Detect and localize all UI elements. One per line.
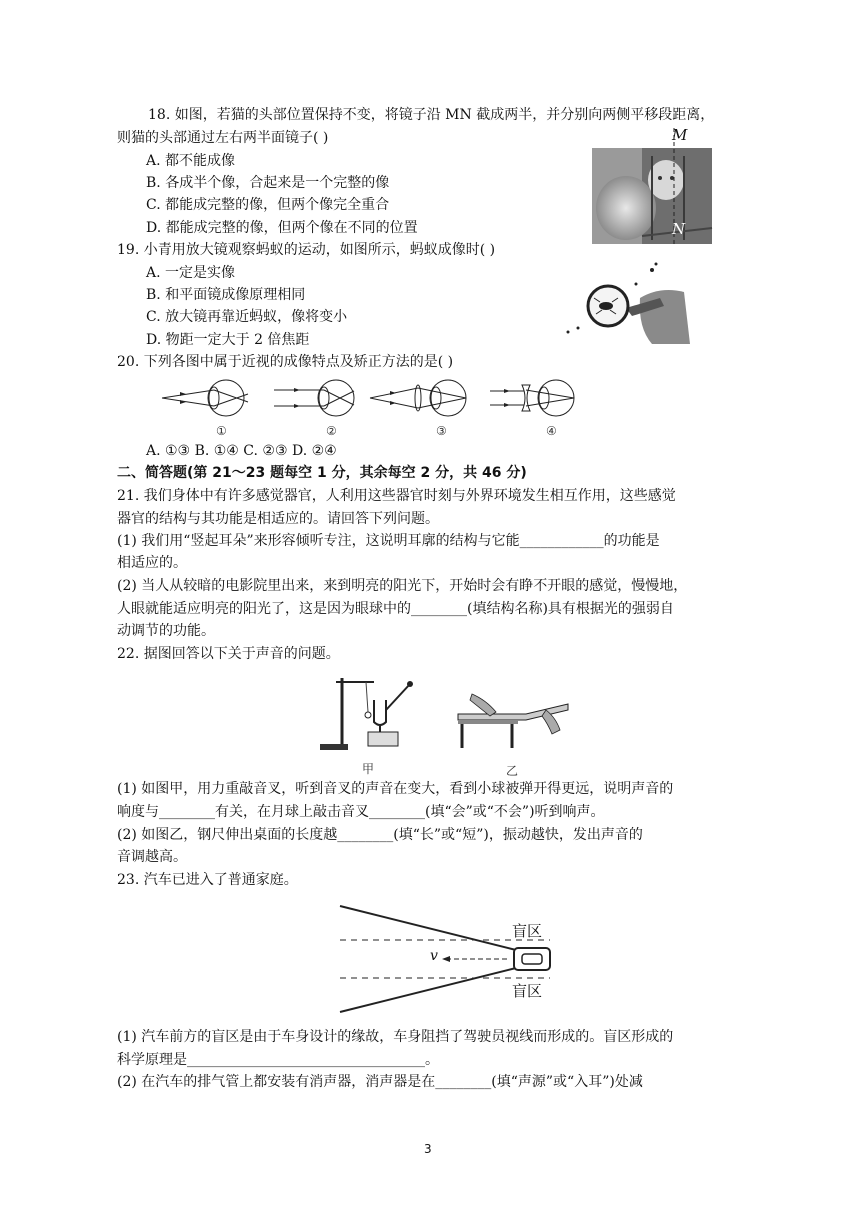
figure-jia-label: 甲 [362, 762, 375, 776]
q23-line-1: 23. 汽车已进入了普通家庭。 [117, 872, 298, 888]
cat-mirror-figure [592, 128, 720, 246]
q23-line-4: (2) 在汽车的排气管上都安装有消声器，消声器是在________(填“声源”或“入耳”)处减 [117, 1074, 643, 1090]
eye-label-2: ② [326, 424, 337, 438]
q22-line-3: 响度与________有关，在月球上敲击音叉________(填“会”或“不会”)听到响声。 [117, 804, 605, 820]
q22-line-2: (1) 如图甲，用力重敲音叉，听到音叉的声音在变大，看到小球被弹开得更远，说明声音的 [117, 781, 674, 797]
mirror-m-label: M [672, 126, 688, 144]
eye-diagram-4 [490, 380, 574, 416]
q23-line-3: 科学原理是__________________________________。 [117, 1052, 439, 1068]
magnifier-figure [560, 258, 692, 346]
eye-diagram-2 [274, 380, 354, 416]
q20-options: A. ①③ B. ①④ C. ②③ D. ②④ [146, 443, 337, 459]
figure-yi-label: 乙 [506, 764, 519, 778]
q20-line-1: 20. 下列各图中属于近视的成像特点及矫正方法的是( ) [117, 354, 454, 370]
q23-line-2: (1) 汽车前方的盲区是由于车身设计的缘故，车身阻挡了驾驶员视线而形成的。盲区形成的 [117, 1029, 674, 1045]
eye-diagram-1 [162, 380, 248, 416]
eye-diagrams-figure [156, 378, 596, 442]
q18-line-1: 18. 如图，若猫的头部位置保持不变，将镜子沿 MN 截成两半，并分别向两侧平移段距离， [148, 107, 715, 123]
page-number: 3 [424, 1142, 432, 1156]
q18-line-2: 则猫的头部通过左右两半面镜子( ) [117, 130, 329, 146]
q21-line-7: 动调节的功能。 [117, 623, 215, 639]
section-2-heading: 二、简答题(第 21～23 题每空 1 分，其余每空 2 分，共 46 分) [117, 465, 527, 481]
mirror-n-label: N [672, 220, 686, 238]
eye-diagram-3 [370, 380, 466, 416]
q21-line-6: 人眼就能适应明亮的阳光了，这是因为眼球中的________(填结构名称)具有根据光的强弱自 [117, 601, 674, 617]
q22-line-1: 22. 据图回答以下关于声音的问题。 [117, 646, 340, 662]
tuning-fork-figure [318, 672, 422, 778]
velocity-label: v [430, 948, 438, 964]
eye-label-1: ① [216, 424, 227, 438]
q21-line-1: 21. 我们身体中有许多感觉器官，人利用这些器官时刻与外界环境发生相互作用，这些感觉 [117, 488, 676, 504]
eye-label-3: ③ [436, 424, 447, 438]
q18-option-b: B. 各成半个像，合起来是一个完整的像 [146, 175, 390, 191]
q19-option-a: A. 一定是实像 [146, 265, 236, 281]
q19-option-b: B. 和平面镜成像原理相同 [146, 287, 306, 303]
steel-ruler-figure [456, 690, 572, 778]
q22-line-4: (2) 如图乙，钢尺伸出桌面的长度越________(填“长”或“短”)，振动越快，发出声音的 [117, 827, 643, 843]
q21-line-2: 器官的结构与其功能是相适应的。请回答下列问题。 [117, 511, 439, 527]
blind-zone-bottom-label: 盲区 [512, 982, 543, 1000]
q19-line-1: 19. 小青用放大镜观察蚂蚁的运动，如图所示，蚂蚁成像时( ) [117, 242, 496, 258]
q18-option-c: C. 都能成完整的像，但两个像完全重合 [146, 197, 390, 213]
q18-option-d: D. 都能成完整的像，但两个像在不同的位置 [146, 220, 418, 236]
q21-line-3: (1) 我们用“竖起耳朵”来形容倾听专注，这说明耳廓的结构与它能____________的功能是 [117, 533, 660, 549]
q19-option-c: C. 放大镜再靠近蚂蚁，像将变小 [146, 309, 348, 325]
q22-line-5: 音调越高。 [117, 849, 187, 865]
q19-option-d: D. 物距一定大于 2 倍焦距 [146, 332, 310, 348]
q18-option-a: A. 都不能成像 [146, 153, 236, 169]
car-blind-zone-figure [338, 900, 564, 1018]
q21-line-4: 相适应的。 [117, 555, 187, 571]
q21-line-5: (2) 当人从较暗的电影院里出来，来到明亮的阳光下，开始时会有睁不开眼的感觉，慢慢地， [117, 578, 688, 594]
blind-zone-top-label: 盲区 [512, 922, 543, 940]
eye-label-4: ④ [546, 424, 557, 438]
